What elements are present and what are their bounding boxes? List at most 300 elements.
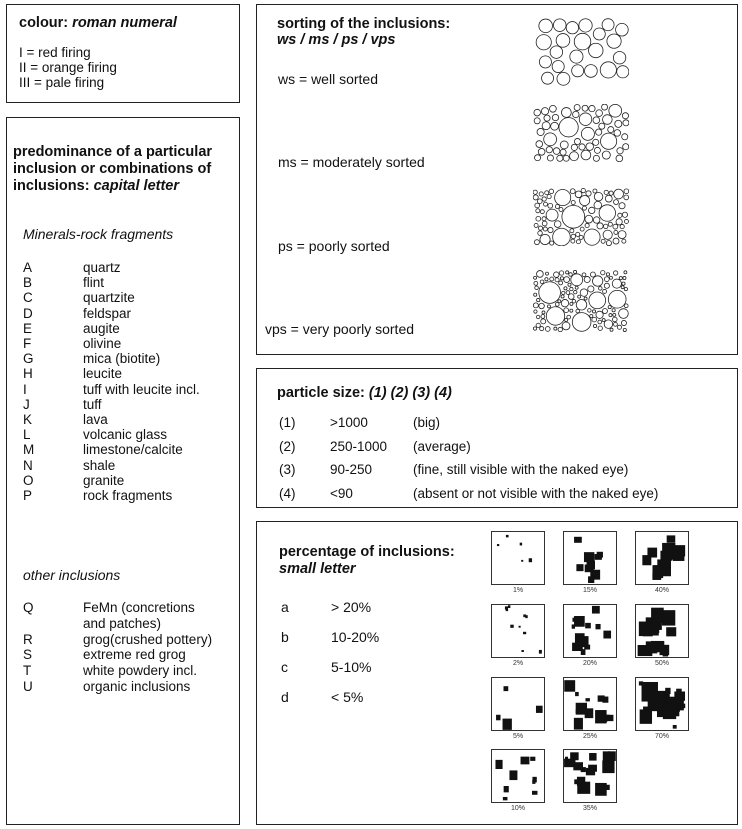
- inclusion-circle: [609, 104, 622, 117]
- mineral-name: limestone/calcite: [83, 442, 183, 458]
- particle-description: (average): [413, 438, 471, 454]
- other-inclusion-code: U: [23, 679, 33, 694]
- inclusion-circle: [596, 129, 602, 135]
- inclusion-circle: [542, 221, 547, 226]
- colour-title-emphasis: roman numeral: [72, 15, 177, 31]
- colour-title: colour:: [19, 15, 69, 31]
- percentage-chart-label: 25%: [582, 733, 597, 740]
- inclusion-mark: [586, 768, 595, 775]
- inclusion-circle: [549, 105, 556, 112]
- inclusion-circle: [600, 62, 616, 78]
- inclusion-mark: [497, 544, 499, 546]
- inclusion-mark: [596, 624, 601, 629]
- inclusion-circle: [610, 328, 613, 331]
- mineral-code: K: [23, 412, 33, 427]
- predominance-title-line-3: [13, 178, 179, 194]
- inclusion-circle: [623, 276, 626, 279]
- inclusion-circle: [570, 302, 573, 305]
- inclusion-circle: [566, 291, 570, 295]
- other-inclusion-code: R: [23, 631, 33, 647]
- inclusion-circle: [580, 227, 584, 231]
- inclusion-circle: [613, 238, 619, 244]
- inclusion-circle: [603, 115, 613, 125]
- inclusion-circle: [536, 323, 540, 327]
- percentage-chart: [563, 677, 617, 731]
- inclusion-circle: [540, 327, 544, 331]
- inclusion-mark: [503, 719, 512, 730]
- inclusion-circle: [538, 231, 543, 236]
- inclusion-circle: [574, 138, 580, 144]
- particle-code: (3): [279, 462, 296, 477]
- inclusion-circle: [573, 111, 579, 117]
- mineral-name: granite: [83, 472, 125, 488]
- inclusion-circle: [536, 141, 543, 148]
- inclusion-mark: [639, 622, 652, 637]
- inclusion-circle: [604, 224, 608, 228]
- inclusion-mark: [603, 631, 611, 639]
- inclusion-circle: [559, 118, 578, 137]
- inclusion-mark: [663, 704, 676, 719]
- percentage-chart: [491, 604, 545, 658]
- inclusion-circle: [623, 120, 629, 126]
- inclusion-mark: [576, 703, 587, 715]
- inclusion-circle: [616, 219, 622, 225]
- mineral-code: I: [23, 381, 27, 397]
- inclusion-circle: [584, 276, 590, 282]
- mineral-name: tuff with leucite incl.: [83, 381, 200, 397]
- inclusion-circle: [555, 190, 571, 206]
- inclusion-circle: [533, 327, 536, 330]
- particle-code: (1): [279, 415, 296, 430]
- other-inclusion-name: organic inclusions: [83, 679, 191, 694]
- inclusion-circle: [537, 271, 544, 278]
- inclusion-circle: [571, 239, 575, 243]
- inclusion-circle: [618, 231, 626, 239]
- inclusion-circle: [608, 222, 612, 226]
- inclusion-circle: [603, 289, 607, 293]
- inclusion-circle: [582, 206, 586, 210]
- mineral-code: B: [23, 275, 33, 291]
- inclusion-circle: [565, 318, 568, 321]
- inclusion-circle: [593, 217, 599, 223]
- mineral-name: flint: [83, 275, 105, 291]
- inclusion-mark: [496, 715, 500, 721]
- mineral-name: mica (biotite): [83, 351, 161, 367]
- inclusion-circle: [582, 105, 588, 111]
- inclusion-circle: [566, 271, 569, 274]
- inclusion-mark: [651, 608, 664, 623]
- inclusion-circle: [620, 224, 624, 228]
- mineral-code: N: [23, 457, 33, 473]
- other-inclusion-name: grog(crushed pottery): [83, 631, 213, 647]
- inclusion-mark: [508, 605, 510, 608]
- percentage-code: d: [281, 689, 289, 705]
- percentage-chart: [491, 531, 545, 585]
- mineral-code: M: [23, 442, 35, 458]
- mineral-code: A: [23, 260, 33, 275]
- inclusion-circle: [537, 128, 544, 135]
- mineral-name: feldspar: [83, 305, 132, 321]
- inclusion-circle: [592, 310, 595, 313]
- inclusion-circle: [588, 286, 594, 292]
- percentage-chart-label: 35%: [582, 805, 597, 812]
- inclusion-mark: [592, 606, 600, 614]
- sorting-item-vps: vps = very poorly sorted: [265, 321, 415, 337]
- inclusion-mark: [503, 797, 508, 800]
- inclusion-circle: [573, 270, 576, 273]
- particle-range: <90: [330, 485, 353, 501]
- inclusion-circle: [534, 293, 537, 296]
- inclusion-circle: [624, 304, 628, 308]
- inclusion-circle: [555, 303, 559, 307]
- inclusion-circle: [613, 51, 625, 63]
- inclusion-circle: [606, 240, 611, 245]
- inclusion-mark: [651, 627, 659, 635]
- inclusion-circle: [593, 139, 599, 145]
- inclusion-circle: [533, 190, 537, 194]
- mineral-code: P: [23, 488, 33, 503]
- mineral-name: rock fragments: [83, 488, 173, 503]
- inclusion-circle: [572, 313, 591, 332]
- inclusion-circle: [570, 229, 574, 233]
- particle-title: particle size:: [277, 385, 365, 401]
- other-inclusion-code: Q: [23, 600, 34, 615]
- inclusion-mark: [675, 700, 684, 711]
- inclusion-circle: [624, 189, 629, 194]
- inclusion-circle: [621, 286, 624, 289]
- inclusion-circle: [617, 148, 623, 154]
- inclusion-circle: [544, 133, 557, 146]
- inclusion-circle: [617, 66, 629, 78]
- inclusion-circle: [568, 283, 571, 286]
- inclusion-circle: [561, 299, 568, 306]
- inclusion-mark: [570, 752, 578, 760]
- inclusion-mark: [652, 697, 664, 709]
- inclusion-circle: [534, 276, 537, 279]
- inclusion-circle: [537, 298, 540, 301]
- inclusion-circle: [561, 108, 571, 118]
- percentage-chart: [491, 677, 545, 731]
- particle-title-emphasis: (1) (2) (3) (4): [368, 385, 452, 401]
- inclusion-mark: [532, 780, 535, 784]
- inclusion-circle: [571, 234, 575, 238]
- percentage-code: a: [281, 599, 289, 615]
- inclusion-circle: [559, 281, 563, 285]
- inclusion-mark: [581, 649, 586, 655]
- inclusion-circle: [602, 19, 614, 31]
- inclusion-circle: [602, 309, 607, 314]
- inclusion-circle: [534, 240, 539, 245]
- inclusion-mark: [667, 535, 676, 542]
- percentage-chart-frame: [492, 532, 545, 585]
- inclusion-circle: [547, 195, 551, 199]
- inclusion-mark: [603, 751, 610, 760]
- inclusion-circle: [536, 35, 551, 50]
- inclusion-mark: [669, 632, 673, 636]
- inclusion-circle: [576, 309, 580, 313]
- sorting-item-ws: ws = well sorted: [278, 71, 378, 87]
- inclusion-circle: [571, 144, 577, 150]
- inclusion-circle: [555, 278, 559, 282]
- sorting-panel: [256, 4, 738, 355]
- inclusion-circle: [558, 327, 562, 331]
- inclusion-circle: [541, 319, 546, 324]
- inclusion-mark: [523, 632, 526, 634]
- inclusion-mark: [588, 576, 594, 583]
- inclusion-circle: [539, 19, 553, 33]
- particle-code: (4): [279, 485, 296, 501]
- inclusion-circle: [589, 292, 606, 309]
- inclusion-circle: [578, 295, 581, 298]
- percentage-chart-label: 2%: [512, 660, 524, 667]
- inclusion-circle: [589, 105, 595, 111]
- inclusion-circle: [575, 191, 582, 198]
- percentage-chart-label: 40%: [654, 587, 669, 594]
- percentage-chart: [491, 749, 545, 803]
- percentage-chart-label: 10%: [510, 805, 525, 812]
- mineral-code: E: [23, 320, 33, 336]
- mineral-name: lava: [83, 412, 108, 427]
- inclusion-circle: [546, 307, 564, 325]
- inclusion-circle: [564, 308, 569, 313]
- inclusion-circle: [622, 113, 628, 119]
- inclusion-circle: [598, 320, 602, 324]
- inclusion-circle: [608, 305, 611, 308]
- inclusion-circle: [575, 286, 578, 289]
- inclusion-circle: [594, 201, 602, 209]
- particle-code: (2): [279, 438, 296, 454]
- inclusion-circle: [621, 320, 626, 325]
- inclusion-mark: [509, 770, 517, 780]
- inclusion-circle: [623, 328, 626, 331]
- inclusion-circle: [617, 325, 621, 329]
- mineral-code: H: [23, 366, 33, 382]
- inclusion-mark: [574, 718, 583, 730]
- inclusion-circle: [596, 311, 603, 318]
- inclusion-mark: [602, 697, 608, 703]
- particle-size-panel: [256, 368, 738, 508]
- inclusion-circle: [534, 109, 541, 116]
- inclusion-circle: [601, 239, 605, 243]
- inclusion-circle: [581, 127, 594, 140]
- inclusion-circle: [543, 227, 547, 231]
- inclusion-circle: [593, 155, 599, 161]
- inclusion-circle: [601, 133, 617, 149]
- inclusion-circle: [540, 280, 544, 284]
- inclusion-circle: [612, 279, 621, 288]
- inclusion-circle: [624, 288, 627, 291]
- colour-item-3: III = pale firing: [19, 75, 105, 90]
- inclusion-circle: [548, 227, 553, 232]
- other-inclusion-name: white powdery incl.: [83, 663, 198, 679]
- inclusion-circle: [614, 130, 621, 137]
- inclusion-circle: [580, 289, 587, 296]
- inclusion-circle: [541, 315, 545, 319]
- inclusion-mark: [652, 565, 663, 578]
- well-sorted-circles-illustration: [533, 18, 629, 86]
- mineral-name: leucite: [83, 366, 123, 382]
- inclusion-circle: [553, 228, 571, 246]
- mineral-code: O: [23, 472, 34, 488]
- inclusion-circle: [570, 50, 583, 63]
- inclusion-circle: [549, 189, 554, 194]
- inclusion-circle: [536, 209, 540, 213]
- mineral-name: tuff: [83, 396, 102, 412]
- inclusion-circle: [604, 277, 609, 282]
- inclusion-circle: [560, 149, 566, 155]
- inclusion-circle: [540, 234, 550, 244]
- inclusion-mark: [565, 757, 568, 761]
- percentage-chart-label: 20%: [582, 660, 597, 667]
- inclusion-circle: [535, 286, 539, 290]
- inclusion-circle: [560, 277, 563, 280]
- mineral-code: L: [23, 427, 31, 443]
- percentage-chart-label: 50%: [654, 660, 669, 667]
- other-inclusion-name: extreme red grog: [83, 647, 186, 663]
- sorting-item-ps: ps = poorly sorted: [278, 238, 390, 254]
- inclusion-circle: [590, 272, 595, 277]
- inclusion-circle: [576, 299, 587, 310]
- very-poorly-sorted-circles-illustration: [533, 270, 629, 332]
- particle-range: 250-1000: [330, 438, 388, 454]
- inclusion-circle: [574, 33, 591, 50]
- inclusion-circle: [550, 46, 563, 59]
- percentage-chart-label: 5%: [512, 733, 524, 740]
- minerals-heading: Minerals-rock fragments: [23, 226, 174, 242]
- inclusion-circle: [602, 151, 610, 159]
- mineral-code: J: [23, 396, 30, 412]
- inclusion-circle: [546, 209, 558, 221]
- inclusion-circle: [579, 144, 585, 150]
- inclusion-circle: [562, 291, 565, 294]
- inclusion-circle: [599, 205, 615, 221]
- predominance-title-line-2: inclusion or combinations of: [13, 161, 212, 177]
- inclusion-mark: [521, 560, 523, 562]
- inclusion-circle: [541, 108, 548, 115]
- inclusion-circle: [589, 207, 595, 213]
- inclusion-circle: [574, 290, 577, 293]
- inclusion-circle: [534, 223, 538, 227]
- inclusion-circle: [615, 120, 622, 127]
- sorting-title: sorting of the inclusions:: [277, 16, 451, 32]
- inclusion-circle: [542, 197, 546, 201]
- inclusion-circle: [619, 203, 625, 209]
- inclusion-circle: [614, 200, 619, 205]
- inclusion-circle: [535, 155, 541, 161]
- predominance-title-last: inclusions:: [13, 178, 90, 194]
- inclusion-circle: [554, 272, 560, 278]
- colour-panel: [6, 4, 240, 103]
- inclusion-circle: [582, 273, 586, 277]
- inclusion-circle: [558, 300, 561, 303]
- inclusion-circle: [545, 191, 549, 195]
- particle-description: (big): [413, 415, 441, 430]
- inclusion-mark: [602, 760, 614, 773]
- inclusion-circle: [579, 235, 583, 239]
- inclusion-mark: [665, 688, 670, 694]
- mineral-code: G: [23, 351, 34, 367]
- particle-range: 90-250: [330, 462, 373, 477]
- inclusion-mark: [577, 777, 585, 786]
- inclusion-circle: [560, 141, 568, 149]
- inclusion-circle: [614, 230, 618, 234]
- inclusion-circle: [592, 276, 602, 286]
- percentage-chart: [635, 677, 689, 731]
- inclusion-circle: [592, 317, 597, 322]
- inclusion-circle: [606, 273, 609, 276]
- inclusion-circle: [570, 189, 575, 194]
- inclusion-mark: [505, 606, 508, 609]
- inclusion-circle: [599, 123, 605, 129]
- inclusion-circle: [545, 327, 550, 332]
- inclusion-circle: [609, 276, 612, 279]
- inclusion-circle: [563, 155, 569, 161]
- inclusion-mark: [506, 535, 509, 537]
- inclusion-circle: [612, 309, 615, 312]
- inclusion-circle: [593, 117, 600, 124]
- inclusion-mark: [536, 706, 543, 713]
- inclusion-mark: [660, 551, 672, 561]
- mineral-name: quartz: [83, 260, 121, 275]
- inclusion-mark: [573, 762, 583, 770]
- mineral-code: C: [23, 290, 33, 306]
- mineral-name: volcanic glass: [83, 427, 168, 443]
- inclusion-circle: [579, 113, 591, 125]
- inclusion-circle: [545, 272, 548, 275]
- inclusion-mark: [530, 757, 535, 761]
- inclusion-circle: [608, 127, 614, 133]
- inclusion-circle: [539, 56, 551, 68]
- inclusion-circle: [535, 203, 540, 208]
- inclusion-circle: [554, 221, 561, 228]
- predominance-panel: [6, 117, 240, 825]
- inclusion-circle: [571, 200, 575, 204]
- inclusion-circle: [556, 34, 570, 48]
- inclusion-circle: [613, 313, 616, 316]
- mineral-name: olivine: [83, 336, 122, 351]
- percentage-value: > 20%: [331, 599, 372, 615]
- inclusion-mark: [595, 554, 602, 560]
- colour-heading: [19, 15, 177, 31]
- inclusion-circle: [602, 319, 605, 322]
- inclusion-circle: [598, 326, 602, 330]
- inclusion-circle: [536, 216, 541, 221]
- inclusion-circle: [562, 322, 570, 330]
- mineral-code: F: [23, 336, 32, 351]
- percentage-value: 5-10%: [331, 659, 372, 675]
- other-inclusion-name: and patches): [83, 615, 162, 631]
- inclusion-mark: [576, 564, 583, 571]
- inclusion-circle: [616, 23, 629, 36]
- inclusion-mark: [510, 625, 513, 628]
- inclusion-circle: [585, 215, 593, 223]
- inclusion-circle: [538, 226, 542, 230]
- inclusion-mark: [506, 609, 508, 611]
- inclusion-circle: [576, 232, 580, 236]
- particle-range: >1000: [330, 415, 368, 430]
- inclusion-circle: [604, 283, 609, 288]
- inclusion-circle: [585, 223, 589, 227]
- inclusion-circle: [609, 314, 612, 317]
- inclusion-circle: [622, 239, 626, 243]
- percentage-chart-label: 70%: [654, 733, 669, 740]
- inclusion-circle: [613, 271, 617, 275]
- percentage-chart: [563, 531, 617, 585]
- inclusion-circle: [593, 28, 605, 40]
- inclusion-circle: [534, 281, 538, 285]
- inclusion-mark: [662, 610, 675, 625]
- inclusion-circle: [619, 309, 629, 319]
